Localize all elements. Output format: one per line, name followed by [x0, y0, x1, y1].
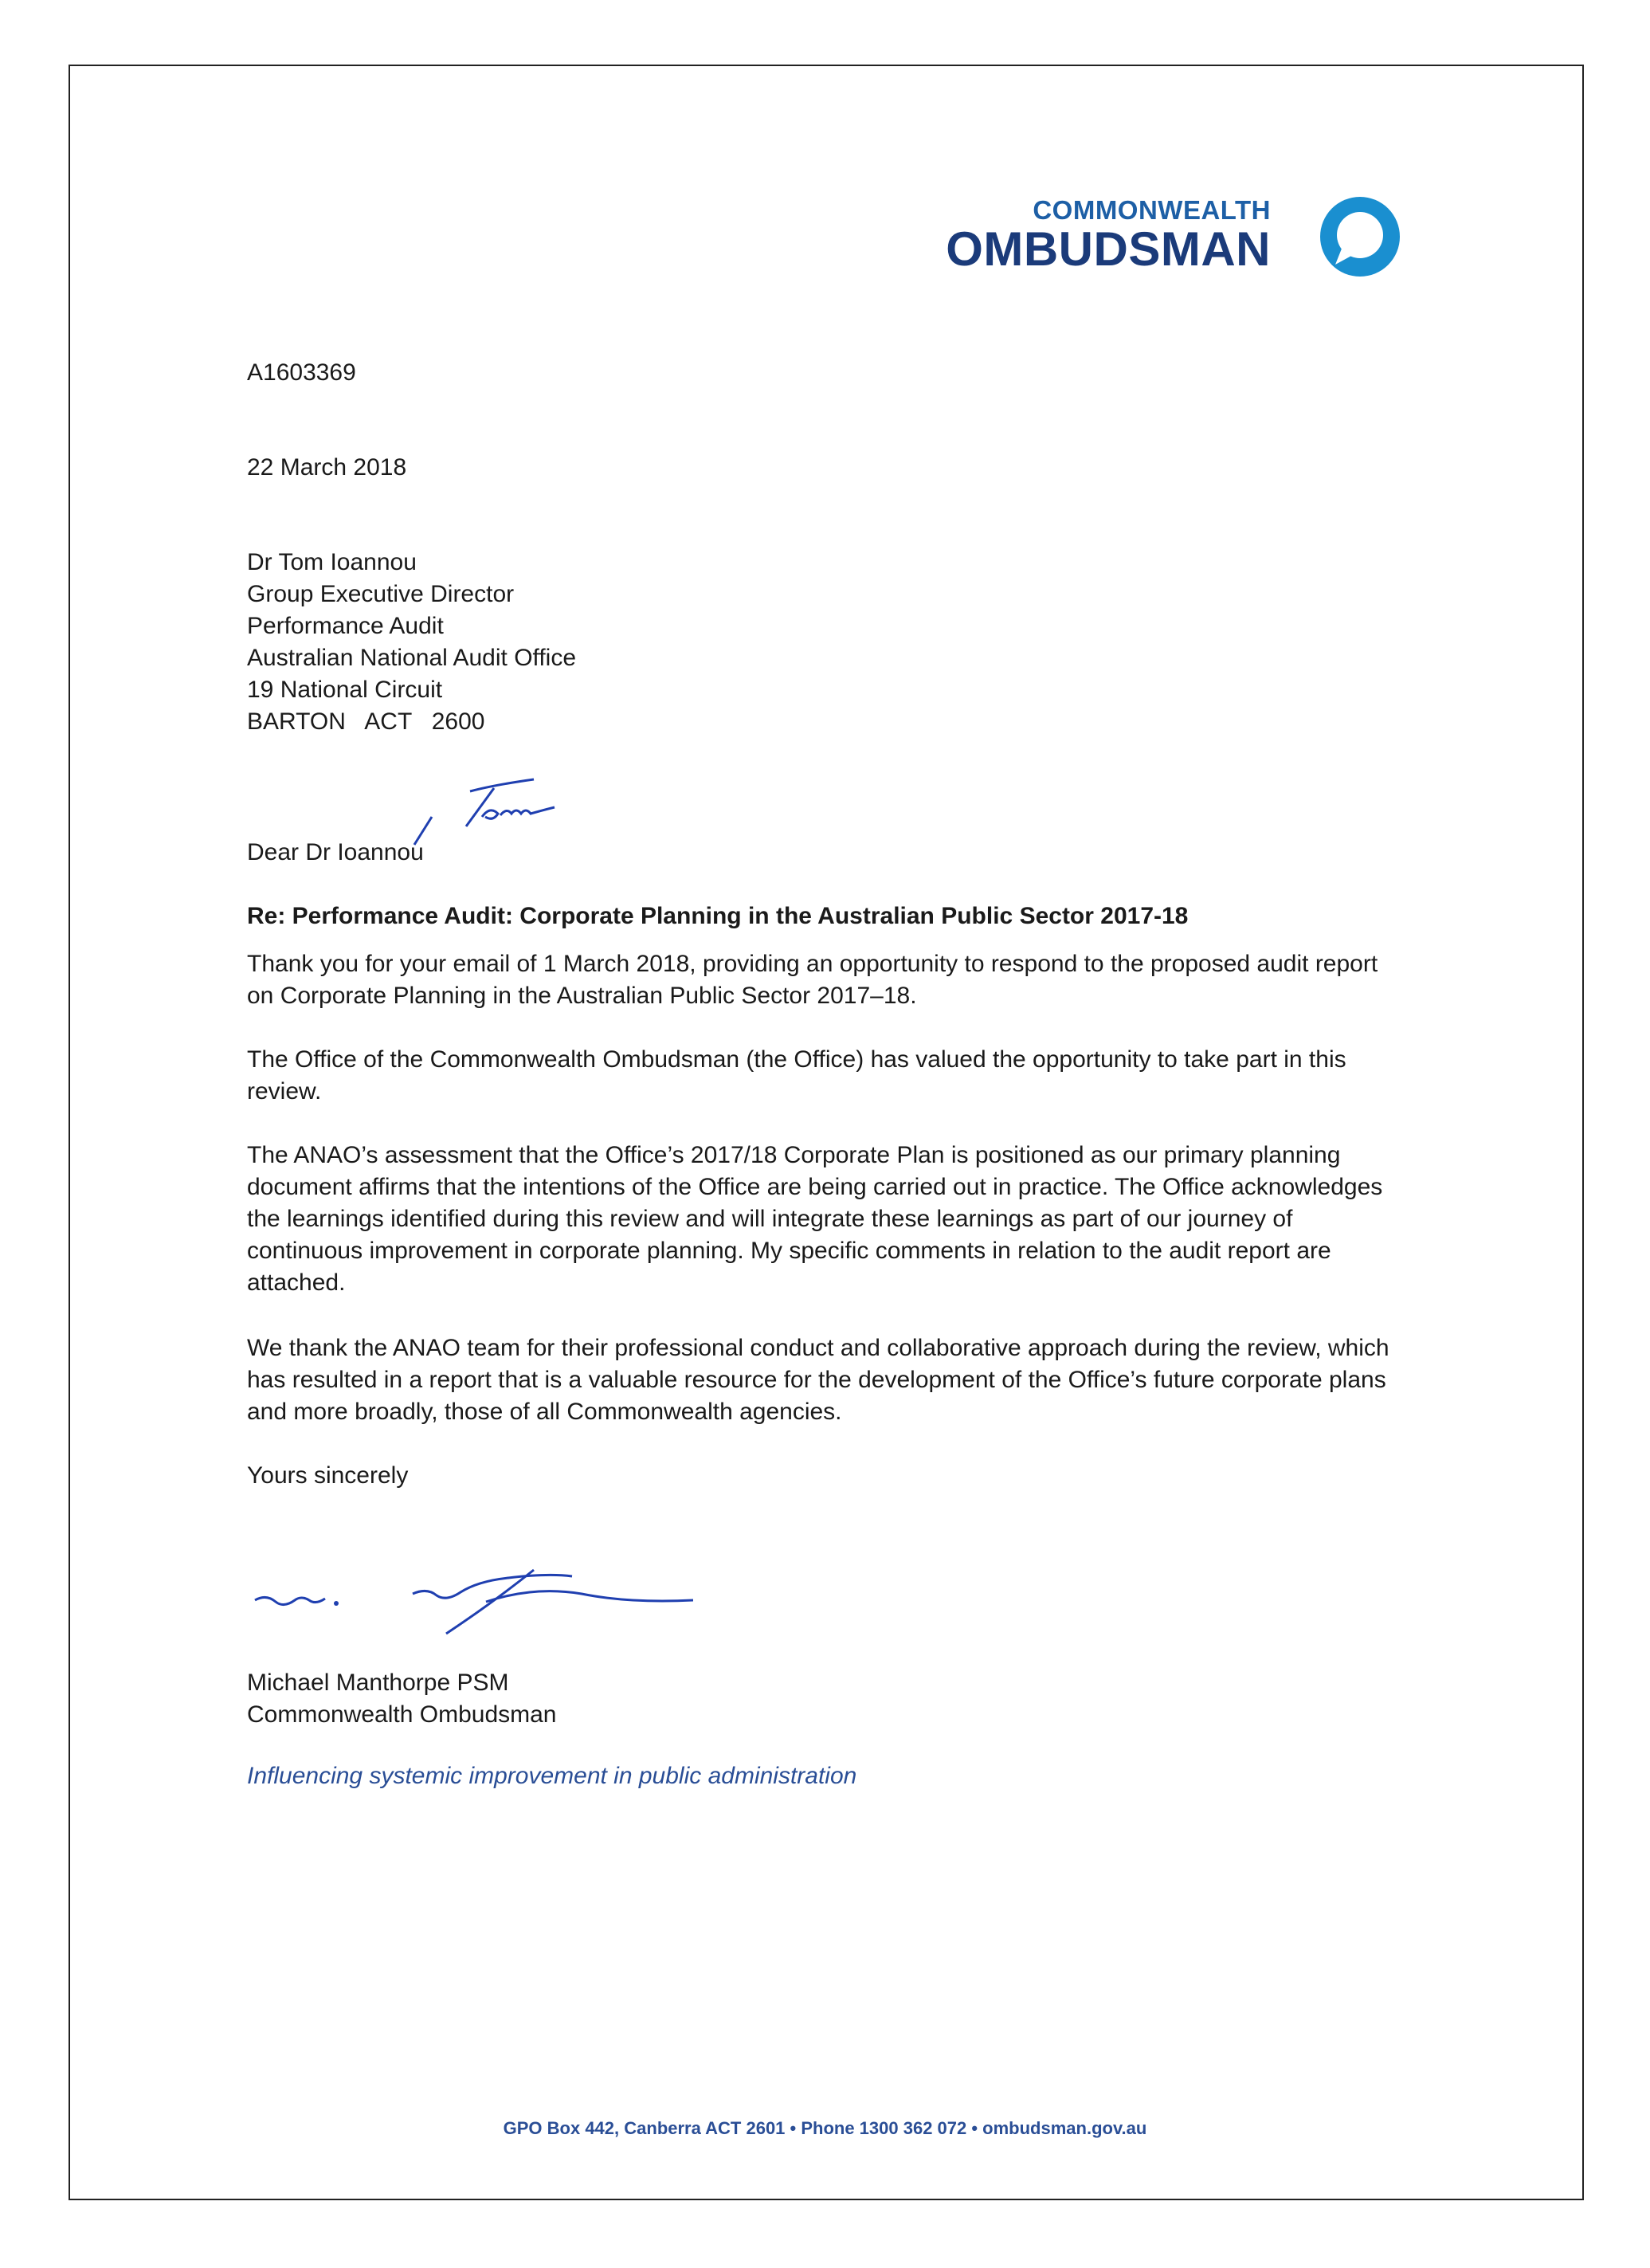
- paragraph-4-text: We thank the ANAO team for their professional conduct and collaborative approach during the review, which has resulted in a report that is a valuable resource for the development of the Office’s future corporate plans and more broadly, those of all Commonwealth agencies.: [247, 1335, 1389, 1425]
- subject-line: Re: Performance Audit: Corporate Planning in the Australian Public Sector 2017-18: [247, 903, 1189, 929]
- paragraph-1-text: Thank you for your email of 1 March 2018, providing an opportunity to respond to the proposed audit report on Corporate Planning in the Australian Public Sector 2017–18.: [247, 951, 1378, 1009]
- paragraph-2-text: The Office of the Commonwealth Ombudsman (the Office) has valued the opportunity to take part in this review.: [247, 1046, 1346, 1105]
- signatory-title: Commonwealth Ombudsman: [247, 1701, 557, 1728]
- speech-bubble-logo-icon: [1315, 191, 1406, 283]
- recipient-suburb: BARTON ACT 2600: [247, 708, 485, 735]
- paragraph-4: [247, 1332, 1410, 1428]
- recipient-division: Performance Audit: [247, 613, 444, 639]
- letter-date: 22 March 2018: [247, 454, 407, 481]
- ombudsman-logo: [946, 187, 1406, 287]
- reference-number: A1603369: [247, 359, 356, 386]
- handwritten-tom-annotation: [390, 777, 582, 857]
- recipient-name: Dr Tom Ioannou: [247, 549, 417, 575]
- paragraph-2: [247, 1044, 1410, 1108]
- paragraph-1: [247, 948, 1410, 1012]
- salutation: Dear Dr Ioannou: [247, 839, 424, 865]
- tagline: Influencing systemic improvement in public administration: [247, 1763, 857, 1789]
- paragraph-3-text: The ANAO’s assessment that the Office’s 2017/18 Corporate Plan is positioned as our primary planning document affirms that the intentions of the Office are being carried out in practice. The Office acknowledges the learnings identified during this review and will integrate these learnings as part of our journey of continuous improvement in corporate planning. My specific comments in relation to the audit report are attached.: [247, 1142, 1383, 1296]
- logo-line-commonwealth: COMMONWEALTH: [1033, 195, 1271, 225]
- logo-line-ombudsman: OMBUDSMAN: [946, 222, 1271, 276]
- signatory-name: Michael Manthorpe PSM: [247, 1670, 509, 1696]
- logo-text: [946, 195, 1271, 276]
- recipient-title: Group Executive Director: [247, 581, 515, 607]
- signature-image: [247, 1554, 693, 1650]
- recipient-street: 19 National Circuit: [247, 677, 443, 703]
- closing: Yours sincerely: [247, 1462, 409, 1489]
- footer-contact: GPO Box 442, Canberra ACT 2601 • Phone 1300 362 072 • ombudsman.gov.au: [503, 2118, 1147, 2138]
- recipient-organisation: Australian National Audit Office: [247, 645, 577, 671]
- paragraph-3: [247, 1140, 1410, 1299]
